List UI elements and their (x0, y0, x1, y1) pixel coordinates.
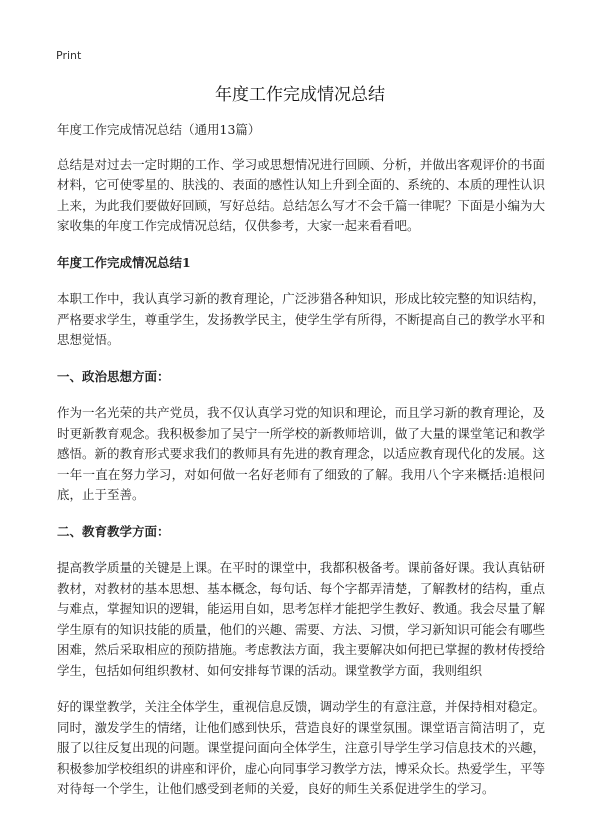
teaching-paragraph-1: 提高教学质量的关键是上课。在平时的课堂中，我都积极备考。课前备好课。我认真钻研教材，对教材的基本思想、基本概念，每句话、每个字都弄清楚，了解教材的结构，重点与难点，掌握知识的逻辑，能运用自如，思考怎样才能把学生教好、教通。我会尽量了解学生原有的知识技能的质量，他们的兴趣、需要、方法、习惯，学习新知识可能会有哪些困难，然后采取相应的预防措施。考虑教法方面，我主要解决如何把已掌握的教材传授给学生，包括如何组织教材、如何安排每节课的活动。课堂教学方面，我则组织 (57, 560, 545, 678)
section1-heading: 年度工作完成情况总结1 (57, 254, 191, 270)
print-link[interactable]: Print (56, 49, 82, 62)
teaching-heading: 二、教育教学方面： (57, 523, 170, 539)
politics-heading: 一、政治思想方面： (57, 368, 170, 384)
document-subtitle: 年度工作完成情况总结（通用13篇） (57, 122, 261, 137)
teaching-paragraph-2: 好的课堂教学，关注全体学生，重视信息反馈，调动学生的有意注意，并保持相对稳定。同时，激发学生的情绪，让他们感到快乐，营造良好的课堂氛围。课堂语言简洁明了，克服了以往反复出现的问题。课堂提问面向全体学生，注意引导学生学习信息技术的兴趣，积极参加学校组织的讲座和评价，虚心向同事学习教学方法，博采众长。热爱学生，平等对待每一个学生，让他们感受到老师的关爱，良好的师生关系促进学生的学习。 (57, 699, 545, 796)
document-body (57, 120, 545, 816)
section1-paragraph: 本职工作中，我认真学习新的教育理论，广泛涉猎各种知识，形成比较完整的知识结构，严格要求学生，尊重学生，发扬教学民主，使学生学有所得，不断提高自己的教学水平和思想觉悟。 (57, 291, 545, 347)
politics-paragraph: 作为一名光荣的共产党员，我不仅认真学习党的知识和理论，而且学习新的教育理论，及时更新教育观念。我积极参加了吴宁一所学校的新教师培训，做了大量的课堂笔记和教学感悟。新的教育形式要求我们的教师具有先进的教育理念，以适应教育现代化的发展。这一年一直在努力学习，对如何做一名好老师有了细致的了解。我用八个字来概括:追根问底，止于至善。 (57, 405, 545, 502)
document-title: 年度工作完成情况总结 (215, 85, 385, 105)
intro-paragraph: 总结是对过去一定时期的工作、学习或思想情况进行回顾、分析，并做出客观评价的书面材料，它可使零星的、肤浅的、表面的感性认知上升到全面的、系统的、本质的理性认识上来，为此我们要做好回顾，写好总结。总结怎么写才不会千篇一律呢？下面是小编为大家收集的年度工作完成情况总结，仅供参考，大家一起来看看吧。 (57, 156, 545, 233)
